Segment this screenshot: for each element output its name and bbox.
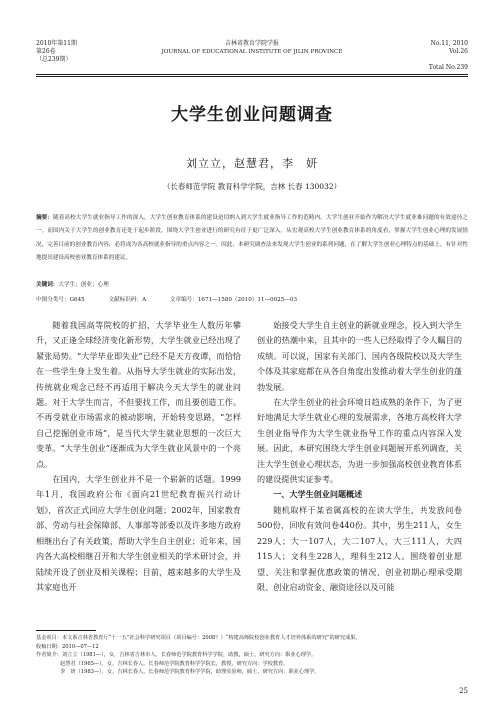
footnote-received-date: 收稿日期：2010—07—12 [36, 643, 99, 650]
body-paragraph: 在大学生创业的社会环境日趋成熟的条件下，为了更好地满足大学生就业心理的发展需求，各地方高校将大学生创业指导作为大学生就业指导工作的重点内容深入发展。因此，本研究围绕大学生创业问题展开系列调查，关注大学生创业心理状态，为进一步加强高校创业教育体系的建设提供实证参考。 [257, 397, 462, 485]
header-issue-info: 2010年第11期 第26卷 （总239期） [36, 40, 77, 63]
footnote-funding: 基金项目：本文系吉林省教育厅“十一五”社会科学研究项目（项目编号：2008？）“构建高师院校创业教育人才培养体系的研究”的研究成果。 [36, 635, 361, 641]
abstract-text: 随着高校大学生就业指导工作的深入，大学生创业教育体系的建设迫切纳入到大学生就业指导工作的范畴内。大学生创业开始作为解决大学生就业难问题的有效途径之一。而国内关于大学生的创业教育还处于起步阶段，围绕大学生创业进行的研究有待于更广泛深入。从宏观高校大学生创业教育体系的角度看，掌握大学生创业心理的发展情况，完善目前的创业教育内容，必将成为各高校就业指导的重点内容之一。因此，本研究调查法来发现大学生创业的系列问题，在了解大学生创业心理特点的基础上，有针对性地提出建设高校创业教育体系的建议。 [36, 215, 468, 262]
header-rule-thin [36, 76, 468, 77]
document-code: 文献标识码：A [108, 297, 147, 303]
body-paragraph: 随着我国高等院校的扩招，大学毕业生人数历年攀升，又正逢全球经济变化新形势，大学生就业已经出现了紧张局势。“大学毕业即失业”已经不是天方夜谭，而恰恰在一些学生身上发生着。从指导大学生就业的实际出发，传统就业观念已经不再适用于解决今天大学生的就业问题。对于大学生而言，不但要找工作，而且要创造工作。不再受就业市场需求的被动影响，开始转变思路，“怎样自己挖掘创业市场”，是当代大学生就业思想的一次巨大变革。“大学生创业”逐渐成为大学生就业风景中的一个亮点。 [36, 320, 241, 469]
footnote-author-2: 赵慧君（1965—），女，吉林长春人。长春师范学院教育科学学院长，教授，研究方向：学校教育。 [60, 660, 289, 667]
footnotes [36, 634, 468, 677]
article-authors: 刘立立，赵慧君，李 妍 [186, 157, 318, 170]
footnote-rule [36, 630, 96, 631]
body-column-right [257, 318, 462, 595]
header-journal-name: 吉林省教育学院学报 JOURNAL OF EDUCATIONAL INSTITUTE OF JILIN PROVINCE [161, 40, 343, 55]
page-number: 25 [459, 687, 468, 695]
article-number: 文章编号：1671—1580（2010）11—0025—03 [169, 297, 298, 303]
body-column-left [36, 318, 241, 595]
clc-number: 中图分类号：G645 [36, 297, 85, 303]
footnote-author-3: 李 妍（1983—），女，吉林长春人。长春师范学院教育科学学院，助理实验师，硕士，研究方向：职业心理学。 [60, 669, 320, 675]
body-paragraph: 在国内，大学生创业并不是一个崭新的话题。1999年1月，我国政府公布《面向21世纪教育振兴行动计划》，首次正式回应大学生创业问题；2002年，国家教育部、劳动与社会保障部、人事部等部委以及许多地方政府相继出台了有关政策，帮助大学生自主创业；近年来，国内各大高校相继召开和大学生创业相关的学术研讨会，并陆续开设了创业及相关课程；目前，越来越多的大学生及其家庭也开 [36, 474, 241, 592]
article-title: 大学生创业问题调查 [171, 105, 333, 125]
keywords-label: 关键词： [36, 282, 59, 288]
header-rule [36, 74, 468, 75]
section-heading: 一、大学生创业问题概述 [273, 489, 363, 500]
abstract [36, 212, 468, 266]
body-paragraph: 随机取样于某省属高校的在读大学生，共发放问卷500份，回收有效问卷440份。其中，男生211人，女生229人；大一107人，大二107人，大三111人，大四115人；文科生228人，理科生212人。围绕着创业愿望、关注和掌握优惠政策的情况、创业初期心理承受期限、创业启动资金、融资途径以及可能 [257, 504, 462, 592]
abstract-label: 摘要： [36, 215, 54, 221]
running-header [36, 40, 468, 74]
footnote-author-1: 作者简介：刘立立（1981—），女，吉林省吉林市人。长春师范学院教育科学学院，助教，硕士，研究方向：职业心理学。 [36, 652, 317, 658]
keywords [36, 280, 468, 288]
classification-line [36, 295, 468, 303]
keywords-text: 大学生；创业；心理 [58, 282, 109, 288]
author-affiliation: （长春师范学院 教育科学学院，吉林 长春 130032） [162, 182, 342, 191]
body-paragraph: 始接受大学生自主创业的新就业理念，投入到大学生创业的热潮中来，且其中的一些人已经取得了令人瞩目的成绩。可以说，国家有关部门、国内各级院校以及大学生个体及其家庭都在从各自角度出发推动着大学生创业的蓬勃发展。 [257, 320, 462, 392]
header-volume-info: No.11, 2010 Vol.26 Total No.239 [428, 40, 468, 71]
